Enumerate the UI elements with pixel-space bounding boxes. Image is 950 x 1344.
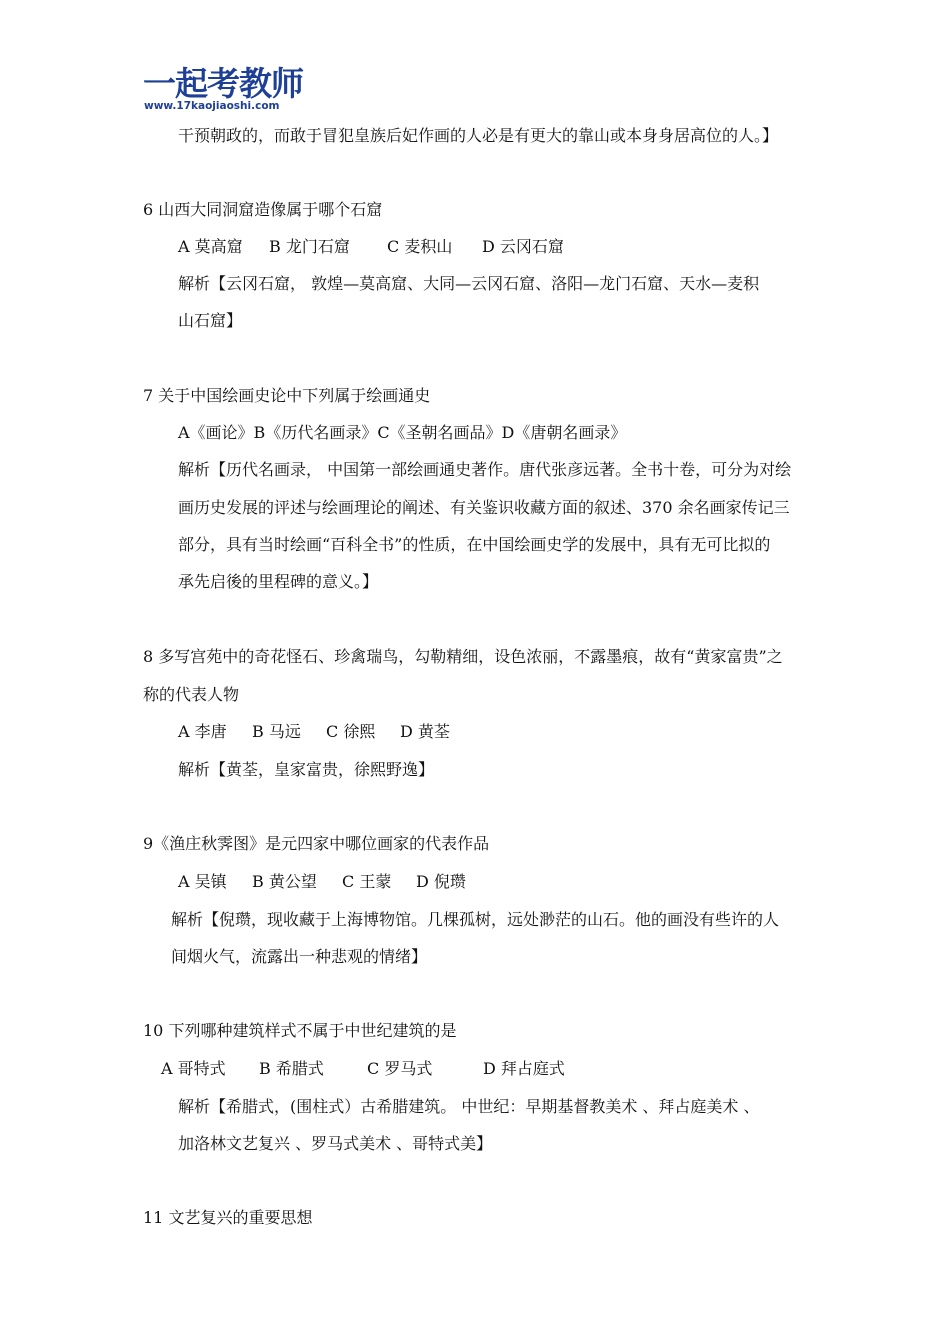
logo-url: www.17kaojiaoshi.com: [144, 100, 280, 112]
question-9-analysis: 解析【倪瓒，现收藏于上海博物馆。几棵孤树，远处渺茫的山石。他的画没有些许的人: [171, 910, 780, 929]
question-8: 8 多写宫苑中的奇花怪石、珍禽瑞鸟，勾勒精细，设色浓丽，不露墨痕，故有“黄家富贵”之: [143, 647, 783, 666]
option: D 拜占庭式: [483, 1059, 565, 1078]
option: D 云冈石窟: [482, 237, 564, 256]
site-logo: [143, 66, 313, 114]
option: D 黄荃: [400, 722, 450, 741]
option: C 徐熙: [326, 722, 376, 741]
option: A 李唐: [178, 722, 227, 741]
question-8-analysis: 解析【黄荃，皇家富贵，徐熙野逸】: [178, 760, 435, 779]
question-6-options: [178, 236, 564, 258]
question-7-options: A《画论》B《历代名画录》C《圣朝名画品》D《唐朝名画录》: [178, 423, 627, 442]
option: A 哥特式: [161, 1059, 226, 1078]
option: B 希腊式: [259, 1059, 324, 1078]
option: D 倪瓒: [416, 872, 466, 891]
logo-text: 一起考教师: [143, 64, 303, 103]
question-7: 7 关于中国绘画史论中下列属于绘画通史: [143, 386, 431, 405]
question-9-options: [178, 871, 466, 893]
question-9-analysis-cont: 间烟火气，流露出一种悲观的情绪】: [171, 947, 428, 966]
question-7-analysis-cont: 承先启後的里程碑的意义。】: [178, 572, 379, 591]
question-10-analysis-cont: 加洛林文艺复兴 、罗马式美术 、哥特式美】: [178, 1134, 493, 1153]
question-6-analysis-cont: 山石窟】: [178, 311, 243, 330]
question-7-analysis-cont: 部分，具有当时绘画“百科全书”的性质，在中国绘画史学的发展中，具有无可比拟的: [178, 535, 771, 554]
option: B 黄公望: [252, 872, 317, 891]
question-7-analysis-cont: 画历史发展的评述与绘画理论的阐述、有关鉴识收藏方面的叙述、370 余名画家传记三: [178, 498, 790, 517]
question-11: 11 文艺复兴的重要思想: [143, 1208, 313, 1227]
option: A 莫高窟: [178, 237, 243, 256]
question-6-analysis: 解析【云冈石窟， 敦煌—莫高窟、大同—云冈石窟、洛阳—龙门石窟、天水—麦积: [178, 274, 760, 293]
question-7-analysis: 解析【历代名画录， 中国第一部绘画通史著作。唐代张彦远著。全书十卷，可分为对绘: [178, 460, 792, 479]
option: B 马远: [252, 722, 301, 741]
continuation-text: 干预朝政的，而敢于冒犯皇族后妃作画的人必是有更大的靠山或本身身居高位的人。】: [178, 126, 779, 145]
option: B 龙门石窟: [269, 237, 350, 256]
option: C 王蒙: [342, 872, 392, 891]
question-10: 10 下列哪种建筑样式不属于中世纪建筑的是: [143, 1021, 457, 1040]
option: C 麦积山: [387, 237, 453, 256]
question-8-cont: 称的代表人物: [143, 685, 240, 704]
question-10-analysis: 解析【希腊式，(围柱式）古希腊建筑。 中世纪：早期基督教美术 、拜占庭美术 、: [178, 1097, 760, 1116]
question-9: 9《渔庄秋霁图》是元四家中哪位画家的代表作品: [143, 834, 490, 853]
question-10-options: [161, 1058, 565, 1080]
question-6: 6 山西大同洞窟造像属于哪个石窟: [143, 200, 383, 219]
question-8-options: [178, 721, 450, 743]
option: C 罗马式: [367, 1059, 433, 1078]
option: A 吴镇: [178, 872, 227, 891]
